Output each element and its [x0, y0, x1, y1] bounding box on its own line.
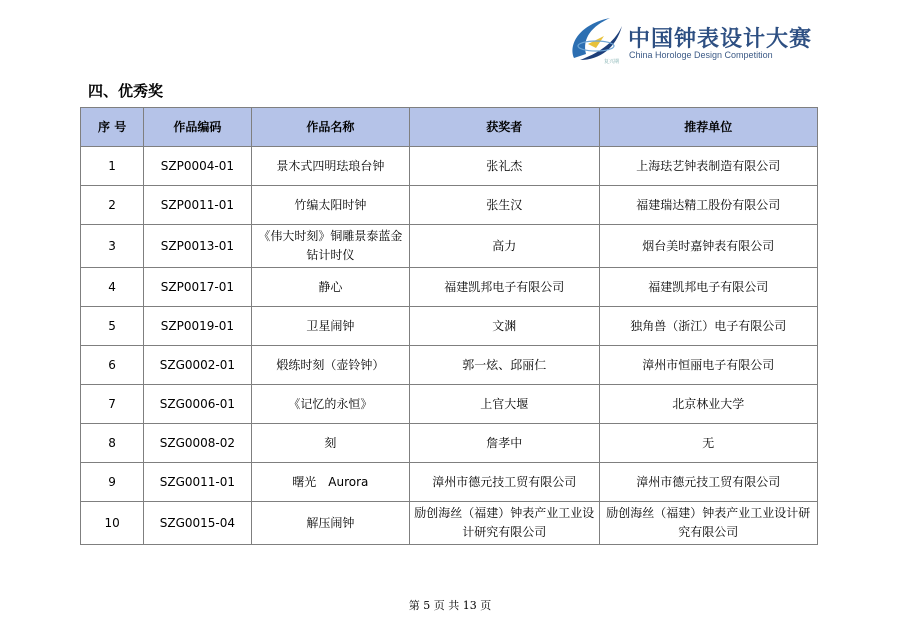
cell-unit: 福建瑞达精工股份有限公司 [599, 186, 818, 225]
cell-name: 刻 [251, 424, 410, 463]
cell-winner: 郭一炫、邱丽仁 [410, 346, 599, 385]
cell-winner: 福建凯邦电子有限公司 [410, 268, 599, 307]
cell-winner: 励创海丝（福建）钟表产业工业设计研究有限公司 [410, 502, 599, 545]
logo-title-cn: 中国钟表设计大赛 [628, 27, 813, 52]
table-row [81, 502, 818, 545]
header-index: 序 号 [81, 108, 144, 147]
cell-name: 解压闹钟 [251, 502, 410, 545]
cell-index: 1 [81, 147, 144, 186]
cell-unit: 独角兽（浙江）电子有限公司 [599, 307, 818, 346]
cell-index: 9 [81, 463, 144, 502]
cell-index: 8 [81, 424, 144, 463]
cell-index: 4 [81, 268, 144, 307]
cell-unit: 无 [599, 424, 818, 463]
logo-small-text: 复兴期 [604, 59, 620, 65]
cell-name: 卫星闹钟 [251, 307, 410, 346]
cell-unit: 烟台美时嘉钟表有限公司 [599, 225, 818, 268]
table-row [81, 186, 818, 225]
cell-winner: 张礼杰 [410, 147, 599, 186]
cell-winner: 张生汉 [410, 186, 599, 225]
cell-code: SZG0015-04 [144, 502, 251, 545]
cell-code: SZG0011-01 [144, 463, 251, 502]
cell-code: SZP0017-01 [144, 268, 251, 307]
header-recommender: 推荐单位 [599, 108, 818, 147]
cell-name: 竹编太阳时钟 [251, 186, 410, 225]
cell-unit: 上海珐艺钟表制造有限公司 [599, 147, 818, 186]
cell-name: 煅练时刻（壶铃钟） [251, 346, 410, 385]
cell-name: 静心 [251, 268, 410, 307]
cell-unit: 励创海丝（福建）钟表产业工业设计研究有限公司 [599, 502, 818, 545]
awards-table [80, 107, 818, 545]
cell-index: 2 [81, 186, 144, 225]
cell-unit: 漳州市德元技工贸有限公司 [599, 463, 818, 502]
header-winner: 获奖者 [410, 108, 599, 147]
cell-unit: 福建凯邦电子有限公司 [599, 268, 818, 307]
cell-name: 《记忆的永恒》 [251, 385, 410, 424]
cell-index: 10 [81, 502, 144, 545]
cell-index: 5 [81, 307, 144, 346]
cell-code: SZG0002-01 [144, 346, 251, 385]
cell-code: SZP0011-01 [144, 186, 251, 225]
table-row [81, 463, 818, 502]
table-row [81, 307, 818, 346]
cell-winner: 文渊 [410, 307, 599, 346]
cell-unit: 北京林业大学 [599, 385, 818, 424]
page-footer: 第 5 页 共 13 页 [408, 599, 492, 612]
table-row [81, 346, 818, 385]
cell-winner: 詹孝中 [410, 424, 599, 463]
cell-name: 曙光 Aurora [251, 463, 410, 502]
cell-code: SZP0013-01 [144, 225, 251, 268]
header-work-name: 作品名称 [251, 108, 410, 147]
table-row [81, 385, 818, 424]
table-row [81, 225, 818, 268]
cell-unit: 漳州市恒丽电子有限公司 [599, 346, 818, 385]
cell-index: 3 [81, 225, 144, 268]
cell-index: 7 [81, 385, 144, 424]
cell-code: SZP0004-01 [144, 147, 251, 186]
cell-index: 6 [81, 346, 144, 385]
cell-code: SZG0006-01 [144, 385, 251, 424]
table-row [81, 147, 818, 186]
logo-title-en: China Horologe Design Competition [629, 50, 773, 60]
cell-code: SZP0019-01 [144, 307, 251, 346]
cell-winner: 上官大堰 [410, 385, 599, 424]
section-title: 四、优秀奖 [88, 82, 164, 100]
table-row [81, 424, 818, 463]
cell-winner: 高力 [410, 225, 599, 268]
header-work-code: 作品编码 [144, 108, 251, 147]
cell-name: 景木式四明珐琅台钟 [251, 147, 410, 186]
cell-name: 《伟大时刻》铜雕景泰蓝金钻计时仪 [251, 225, 410, 268]
competition-logo [566, 14, 813, 68]
cell-code: SZG0008-02 [144, 424, 251, 463]
table-row [81, 268, 818, 307]
cell-winner: 漳州市德元技工贸有限公司 [410, 463, 599, 502]
table-header-row [81, 108, 818, 147]
